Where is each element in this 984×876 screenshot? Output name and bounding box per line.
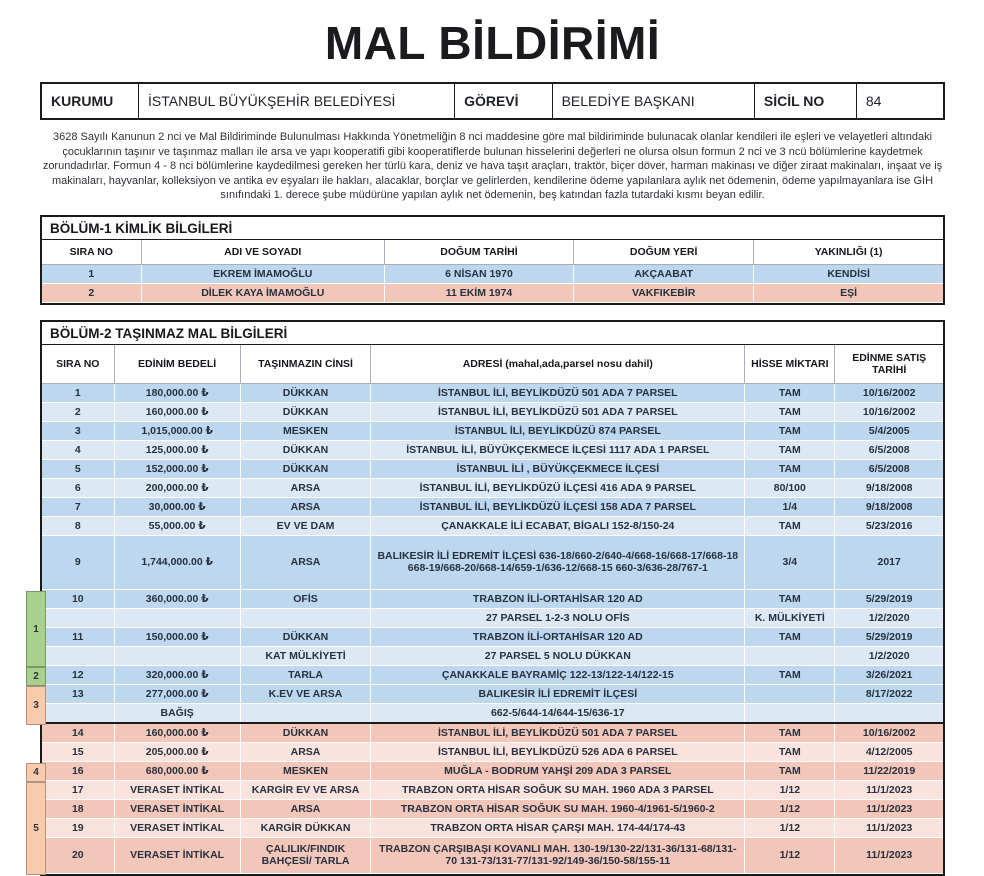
table-cell: 8/17/2022 bbox=[835, 684, 943, 703]
table-cell: 1/12 bbox=[745, 780, 835, 799]
table-cell: 360,000.00 ₺ bbox=[114, 589, 240, 608]
table-cell: TRABZON İLİ-ORTAHİSAR 120 AD bbox=[371, 627, 745, 646]
table-row bbox=[42, 535, 943, 589]
table-row bbox=[42, 837, 943, 873]
table-row bbox=[42, 283, 943, 302]
table-cell: TAM bbox=[745, 589, 835, 608]
table-cell: VERASET İNTİKAL bbox=[114, 780, 240, 799]
table-cell: ARSA bbox=[240, 535, 371, 589]
table-row bbox=[42, 742, 943, 761]
table-cell: TAM bbox=[745, 440, 835, 459]
table-cell: 1/2/2020 bbox=[835, 646, 943, 665]
column-header: DOĞUM YERİ bbox=[574, 240, 754, 265]
table-row bbox=[42, 402, 943, 421]
table-cell: TRABZON ÇARŞIBAŞI KOVANLI MAH. 130-19/130-22/131-36/131-68/131-70 131-73/131-77/131-92/149-36/150-58/155-11 bbox=[371, 837, 745, 873]
column-header: ADI VE SOYADI bbox=[141, 240, 384, 265]
legal-text: 3628 Sayılı Kanunun 2 nci ve Mal Bildiriminde Bulunulması Hakkında Yönetmeliğin 8 nci maddesine göre mal bildiriminde bulunacak olanlar kendileri ile eşleri ve velayetleri altındaki çocuklarının taşınır ve taşınmaz malları ile arsa ve yapı kooperatifi gibi kooperatiflerde bulunan hisselerini değerleri ne olursa olsun formun 2 nci ve 3 ncü bölümlerine kaydetmek zorundadırlar. Formun 4 - 8 nci bölümlerine kaydedilmesi gereken her türlü kara, deniz ve hava taşıt araçları, traktör, biçer döver, harman makinası ve diğer ziraat makinaları, inşaat ve iş makinaları, hayvanlar, kolleksiyon ve antika ev eşyaları ile hakları, alacaklar, borçlar ve gelirlerden, kendilerine ödeme yapılanlara aylık net ödemenin, ödeme yapılmayanlara ise GİH sınıfındaki 1. derece şube müdürüne yapılan aylık net ödemenin, beş katından fazla tutardaki kısmı beyan edilir. bbox=[42, 131, 943, 201]
table-cell: 11 bbox=[42, 627, 114, 646]
table-cell: TAM bbox=[745, 402, 835, 421]
table-cell: TRABZON ORTA HİSAR SOĞUK SU MAH. 1960-4/1961-5/1960-2 bbox=[371, 799, 745, 818]
table-cell: 18 bbox=[42, 799, 114, 818]
table-cell: KENDİSİ bbox=[754, 264, 943, 283]
table-cell: 1/12 bbox=[745, 799, 835, 818]
table-cell: 2 bbox=[42, 283, 141, 302]
table-cell: BALIKESİR İLİ EDREMİT İLÇESİ bbox=[371, 684, 745, 703]
table-cell: 6 bbox=[42, 478, 114, 497]
table-cell: 3/26/2021 bbox=[835, 665, 943, 684]
table-cell: TARLA bbox=[240, 665, 371, 684]
table-cell bbox=[745, 684, 835, 703]
table-cell: 11/1/2023 bbox=[835, 837, 943, 873]
table-row bbox=[42, 478, 943, 497]
table-cell: 80/100 bbox=[745, 478, 835, 497]
table-row bbox=[42, 684, 943, 703]
table-row bbox=[42, 703, 943, 723]
table-cell: EV VE DAM bbox=[240, 516, 371, 535]
column-header: TAŞINMAZIN CİNSİ bbox=[240, 345, 371, 384]
table-cell: TAM bbox=[745, 742, 835, 761]
table-cell: 1/12 bbox=[745, 818, 835, 837]
table-row bbox=[42, 264, 943, 283]
column-header: EDİNME SATIŞ TARİHİ bbox=[835, 345, 943, 384]
table-cell: 160,000.00 ₺ bbox=[114, 402, 240, 421]
table-cell: 277,000.00 ₺ bbox=[114, 684, 240, 703]
table-cell: 15 bbox=[42, 742, 114, 761]
table-cell: 5/23/2016 bbox=[835, 516, 943, 535]
column-header: YAKINLIĞI (1) bbox=[754, 240, 943, 265]
table-cell: 5 bbox=[42, 459, 114, 478]
table-cell bbox=[745, 703, 835, 723]
table-cell bbox=[42, 646, 114, 665]
table-cell: 6/5/2008 bbox=[835, 440, 943, 459]
kimlik-table-body bbox=[42, 264, 943, 302]
table-cell: 200,000.00 ₺ bbox=[114, 478, 240, 497]
row-group-marker: 4 bbox=[26, 763, 46, 782]
table-cell: İSTANBUL İLİ, BEYLİKDÜZÜ 501 ADA 7 PARSEL bbox=[371, 723, 745, 743]
table-cell: K. MÜLKİYETİ bbox=[745, 608, 835, 627]
table-cell: 4/12/2005 bbox=[835, 742, 943, 761]
table-row bbox=[42, 383, 943, 402]
table-cell: 12 bbox=[42, 665, 114, 684]
info-bar bbox=[40, 82, 945, 120]
table-cell: 5/29/2019 bbox=[835, 589, 943, 608]
table-cell: 4 bbox=[42, 440, 114, 459]
info-bar-row bbox=[41, 83, 944, 119]
table-cell: ARSA bbox=[240, 497, 371, 516]
table-cell: 1 bbox=[42, 383, 114, 402]
table-cell: KARGİR EV VE ARSA bbox=[240, 780, 371, 799]
table-cell: 9/18/2008 bbox=[835, 478, 943, 497]
table-cell: 30,000.00 ₺ bbox=[114, 497, 240, 516]
table-cell: AKÇAABAT bbox=[574, 264, 754, 283]
table-cell: İSTANBUL İLİ, BEYLİKDÜZÜ İLÇESİ 158 ADA 7 PARSEL bbox=[371, 497, 745, 516]
table-cell: İSTANBUL İLİ, BEYLİKDÜZÜ İLÇESİ 416 ADA 9 PARSEL bbox=[371, 478, 745, 497]
kurumu-label: KURUMU bbox=[41, 83, 139, 119]
table-cell: 150,000.00 ₺ bbox=[114, 627, 240, 646]
table-cell: İSTANBUL İLİ, BÜYÜKÇEKMECE İLÇESİ 1117 ADA 1 PARSEL bbox=[371, 440, 745, 459]
table-cell: 8 bbox=[42, 516, 114, 535]
table-cell: TRABZON ORTA HİSAR SOĞUK SU MAH. 1960 ADA 3 PARSEL bbox=[371, 780, 745, 799]
table-row bbox=[42, 421, 943, 440]
row-group-marker: 2 bbox=[26, 667, 46, 686]
table-cell: 160,000.00 ₺ bbox=[114, 723, 240, 743]
table-cell: TAM bbox=[745, 723, 835, 743]
table-cell: TAM bbox=[745, 665, 835, 684]
table-cell: 13 bbox=[42, 684, 114, 703]
table-cell: 17 bbox=[42, 780, 114, 799]
table-cell: BALIKESİR İLİ EDREMİT İLÇESİ 636-18/660-2/640-4/668-16/668-17/668-18 668-19/668-20/668-14/659-1/636-12/668-15 660-3/636-28/767-1 bbox=[371, 535, 745, 589]
table-cell: 662-5/644-14/644-15/636-17 bbox=[371, 703, 745, 723]
table-cell: 6/5/2008 bbox=[835, 459, 943, 478]
section1-title: BÖLÜM-1 KİMLİK BİLGİLERİ bbox=[42, 217, 943, 240]
table-cell: K.EV VE ARSA bbox=[240, 684, 371, 703]
table-cell: MESKEN bbox=[240, 761, 371, 780]
table-cell: ÇANAKKALE İLİ ECABAT, BİGALI 152-8/150-24 bbox=[371, 516, 745, 535]
table-cell: İSTANBUL İLİ , BÜYÜKÇEKMECE İLÇESİ bbox=[371, 459, 745, 478]
table-cell: 320,000.00 ₺ bbox=[114, 665, 240, 684]
table-cell: TAM bbox=[745, 459, 835, 478]
table-cell: 9 bbox=[42, 535, 114, 589]
table-cell: 14 bbox=[42, 723, 114, 743]
table-cell: 5/29/2019 bbox=[835, 627, 943, 646]
table-row bbox=[42, 665, 943, 684]
table-cell: İSTANBUL İLİ, BEYLİKDÜZÜ 501 ADA 7 PARSEL bbox=[371, 402, 745, 421]
column-header: EDİNİM BEDELİ bbox=[114, 345, 240, 384]
table-cell: 1/12 bbox=[745, 837, 835, 873]
table-cell: 10/16/2002 bbox=[835, 402, 943, 421]
table-row bbox=[42, 497, 943, 516]
table-cell: 19 bbox=[42, 818, 114, 837]
table-cell: BAĞIŞ bbox=[114, 703, 240, 723]
row-group-marker: 5 bbox=[26, 782, 46, 875]
table-cell bbox=[114, 646, 240, 665]
table-row bbox=[42, 459, 943, 478]
table-cell: EŞİ bbox=[754, 283, 943, 302]
table-row bbox=[42, 761, 943, 780]
table-cell: KAT MÜLKİYETİ bbox=[240, 646, 371, 665]
table-cell: 7 bbox=[42, 497, 114, 516]
table-cell: 1 bbox=[42, 264, 141, 283]
row-group-marker: 1 bbox=[26, 591, 46, 667]
table-cell: 55,000.00 ₺ bbox=[114, 516, 240, 535]
table-cell: 6 NİSAN 1970 bbox=[384, 264, 573, 283]
sicil-no-value: 84 bbox=[856, 83, 944, 119]
table-cell: 5/4/2005 bbox=[835, 421, 943, 440]
table-cell: 180,000.00 ₺ bbox=[114, 383, 240, 402]
table-cell: VERASET İNTİKAL bbox=[114, 799, 240, 818]
table-cell: 2 bbox=[42, 402, 114, 421]
table-cell: 1/4 bbox=[745, 497, 835, 516]
sicil-no-label: SİCİL NO bbox=[754, 83, 856, 119]
table-cell bbox=[42, 608, 114, 627]
table-cell: 680,000.00 ₺ bbox=[114, 761, 240, 780]
table-cell: İSTANBUL İLİ, BEYLİKDÜZÜ 501 ADA 7 PARSEL bbox=[371, 383, 745, 402]
table-cell: TRABZON ORTA HİSAR ÇARŞI MAH. 174-44/174-43 bbox=[371, 818, 745, 837]
table-cell bbox=[835, 703, 943, 723]
tasinmaz-table bbox=[42, 345, 943, 874]
table-cell: TAM bbox=[745, 761, 835, 780]
table-cell: TAM bbox=[745, 421, 835, 440]
table-cell: VAKFIKEBİR bbox=[574, 283, 754, 302]
column-header: DOĞUM TARİHİ bbox=[384, 240, 573, 265]
table-cell: 20 bbox=[42, 837, 114, 873]
section-1 bbox=[40, 215, 945, 305]
table-cell: VERASET İNTİKAL bbox=[114, 818, 240, 837]
table-cell: DİLEK KAYA İMAMOĞLU bbox=[141, 283, 384, 302]
table-cell: 11 EKİM 1974 bbox=[384, 283, 573, 302]
table-cell: 1,744,000.00 ₺ bbox=[114, 535, 240, 589]
table-cell: ARSA bbox=[240, 478, 371, 497]
table-cell: 9/18/2008 bbox=[835, 497, 943, 516]
table-cell: 16 bbox=[42, 761, 114, 780]
table-cell: DÜKKAN bbox=[240, 723, 371, 743]
table-cell: 1/2/2020 bbox=[835, 608, 943, 627]
table-cell: 11/22/2019 bbox=[835, 761, 943, 780]
table-cell: ÇALILIK/FINDIK BAHÇESİ/ TARLA bbox=[240, 837, 371, 873]
gorevi-label: GÖREVİ bbox=[455, 83, 553, 119]
table-cell: VERASET İNTİKAL bbox=[114, 837, 240, 873]
table-cell: MUĞLA - BODRUM YAHŞİ 209 ADA 3 PARSEL bbox=[371, 761, 745, 780]
table-cell: TAM bbox=[745, 516, 835, 535]
table-row bbox=[42, 627, 943, 646]
table-row bbox=[42, 723, 943, 743]
table-cell: 11/1/2023 bbox=[835, 780, 943, 799]
table-cell: 10 bbox=[42, 589, 114, 608]
table-cell: DÜKKAN bbox=[240, 440, 371, 459]
table-cell: 2017 bbox=[835, 535, 943, 589]
table-cell bbox=[240, 608, 371, 627]
table-cell: 152,000.00 ₺ bbox=[114, 459, 240, 478]
table-cell: TRABZON İLİ-ORTAHİSAR 120 AD bbox=[371, 589, 745, 608]
table-cell: ÇANAKKALE BAYRAMİÇ 122-13/122-14/122-15 bbox=[371, 665, 745, 684]
table-row bbox=[42, 589, 943, 608]
section2-title: BÖLÜM-2 TAŞINMAZ MAL BİLGİLERİ bbox=[42, 322, 943, 345]
table-cell: İSTANBUL İLİ, BEYLİKDÜZÜ 526 ADA 6 PARSEL bbox=[371, 742, 745, 761]
table-cell: 11/1/2023 bbox=[835, 799, 943, 818]
table-cell: ARSA bbox=[240, 742, 371, 761]
table-cell: TAM bbox=[745, 383, 835, 402]
table-cell: 205,000.00 ₺ bbox=[114, 742, 240, 761]
table-cell: DÜKKAN bbox=[240, 459, 371, 478]
table-cell: 3 bbox=[42, 421, 114, 440]
table-cell: 11/1/2023 bbox=[835, 818, 943, 837]
table-row bbox=[42, 608, 943, 627]
table-cell: 10/16/2002 bbox=[835, 723, 943, 743]
table-cell: ARSA bbox=[240, 799, 371, 818]
kimlik-table bbox=[42, 240, 943, 303]
table-row bbox=[42, 646, 943, 665]
column-header: HİSSE MİKTARI bbox=[745, 345, 835, 384]
table-row bbox=[42, 818, 943, 837]
tasinmaz-table-body bbox=[42, 383, 943, 873]
table-cell bbox=[114, 608, 240, 627]
table-cell: DÜKKAN bbox=[240, 383, 371, 402]
kimlik-header-row bbox=[42, 240, 943, 265]
document-title: MAL BİLDİRİMİ bbox=[324, 17, 661, 69]
column-header: ADRESİ (mahal,ada,parsel nosu dahil) bbox=[371, 345, 745, 384]
table-cell: EKREM İMAMOĞLU bbox=[141, 264, 384, 283]
table-row bbox=[42, 440, 943, 459]
mal-bildirimi-document bbox=[0, 16, 984, 876]
table-cell: İSTANBUL İLİ, BEYLİKDÜZÜ 874 PARSEL bbox=[371, 421, 745, 440]
row-group-marker: 3 bbox=[26, 686, 46, 725]
table-cell: 3/4 bbox=[745, 535, 835, 589]
table-row bbox=[42, 516, 943, 535]
table-cell bbox=[745, 646, 835, 665]
table-cell: MESKEN bbox=[240, 421, 371, 440]
table-cell: 27 PARSEL 5 NOLU DÜKKAN bbox=[371, 646, 745, 665]
table-cell: OFİS bbox=[240, 589, 371, 608]
tasinmaz-header-row bbox=[42, 345, 943, 384]
table-cell bbox=[42, 703, 114, 723]
table-row bbox=[42, 780, 943, 799]
table-cell: 10/16/2002 bbox=[835, 383, 943, 402]
table-cell: 27 PARSEL 1-2-3 NOLU OFİS bbox=[371, 608, 745, 627]
table-cell: DÜKKAN bbox=[240, 402, 371, 421]
table-row bbox=[42, 799, 943, 818]
gorevi-value: BELEDİYE BAŞKANI bbox=[552, 83, 754, 119]
table-cell: DÜKKAN bbox=[240, 627, 371, 646]
table-cell: KARGİR DÜKKAN bbox=[240, 818, 371, 837]
section-2 bbox=[33, 320, 945, 876]
column-header: SIRA NO bbox=[42, 345, 114, 384]
table-cell: 1,015,000.00 ₺ bbox=[114, 421, 240, 440]
table-cell: TAM bbox=[745, 627, 835, 646]
table-cell: 125,000.00 ₺ bbox=[114, 440, 240, 459]
kurumu-value: İSTANBUL BÜYÜKŞEHİR BELEDİYESİ bbox=[139, 83, 455, 119]
column-header: SIRA NO bbox=[42, 240, 141, 265]
table-cell bbox=[240, 703, 371, 723]
